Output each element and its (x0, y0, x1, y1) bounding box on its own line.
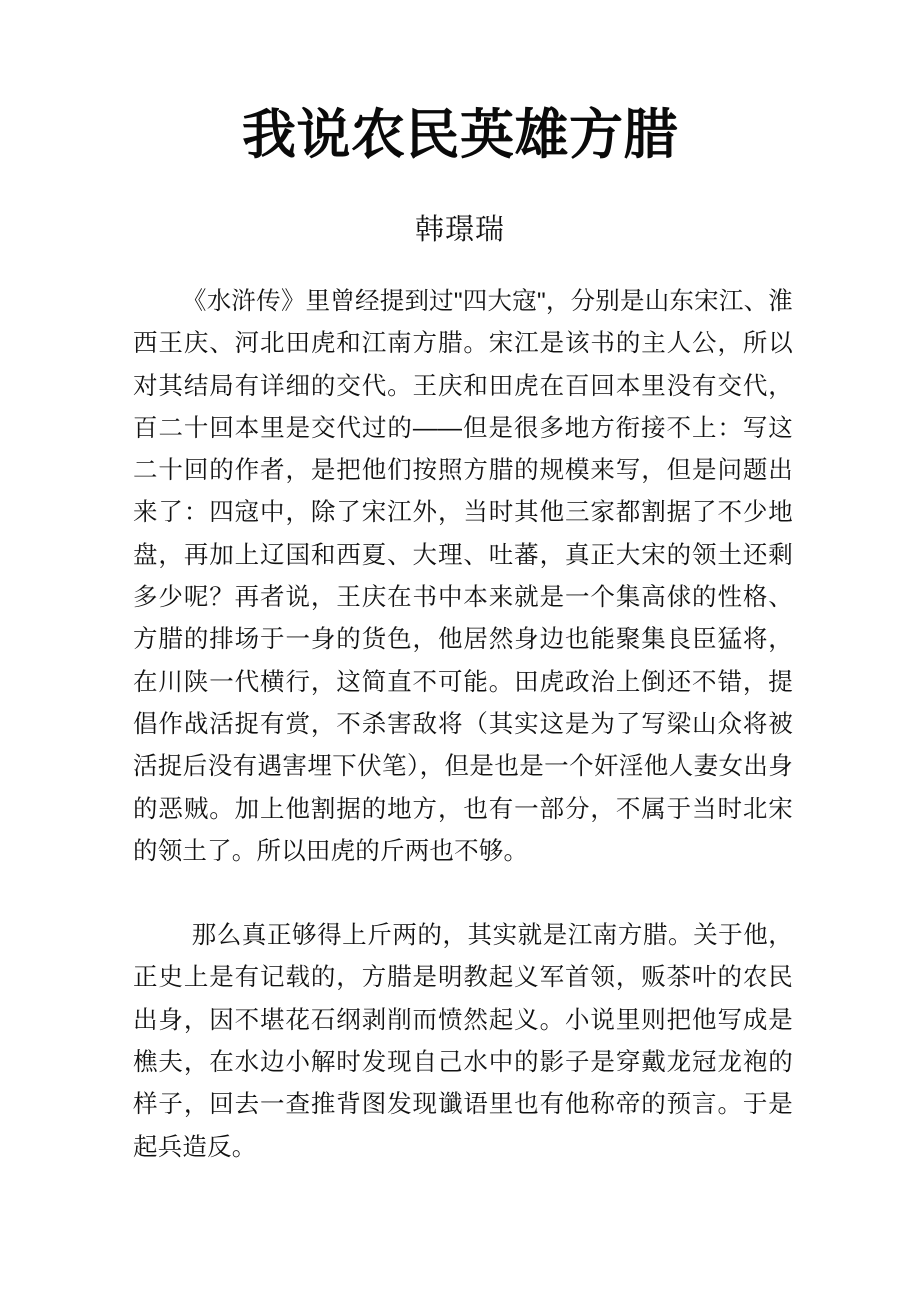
page-title: 我说农民英雄方腊 (242, 105, 678, 165)
author-byline: 韩璟瑞 (414, 214, 505, 246)
body-paragraph: 那么真正够得上斤两的，其实就是江南方腊。关于他，正史上是有记载的，方腊是明教起义军首领，贩茶叶的农民出身，因不堪花石纲剥削而愤然起义。小说里则把他写成是樵夫，在水边小解时发现自己水中的影子是穿戴龙冠龙袍的样子，回去一查推背图发现谶语里也有他称帝的预言。于是起兵造反。 (133, 922, 793, 1161)
document-body (133, 281, 793, 1169)
body-paragraph: 《水浒传》里曾经提到过"四大寇"，分别是山东宋江、淮西王庆、河北田虎和江南方腊。宋江是该书的主人公，所以对其结局有详细的交代。王庆和田虎在百回本里没有交代，百二十回本里是交代过的——但是很多地方衔接不上：写这二十回的作者，是把他们按照方腊的规模来写，但是问题出来了：四寇中，除了宋江外，当时其他三家都割据了不少地盘，再加上辽国和西夏、大理、吐蕃，真正大宋的领土还剩多少呢？再者说，王庆在书中本来就是一个集高俅的性格、方腊的排场于一身的货色，他居然身边也能聚集良臣猛将，在川陕一代横行，这简直不可能。田虎政治上倒还不错，提倡作战活捉有赏，不杀害敌将（其实这是为了写梁山众将被活捉后没有遇害埋下伏笔），但是也是一个奸淫他人妻女出身的恶贼。加上他割据的地方，也有一部分，不属于当时北宋的领土了。所以田虎的斤两也不够。 (133, 288, 793, 865)
